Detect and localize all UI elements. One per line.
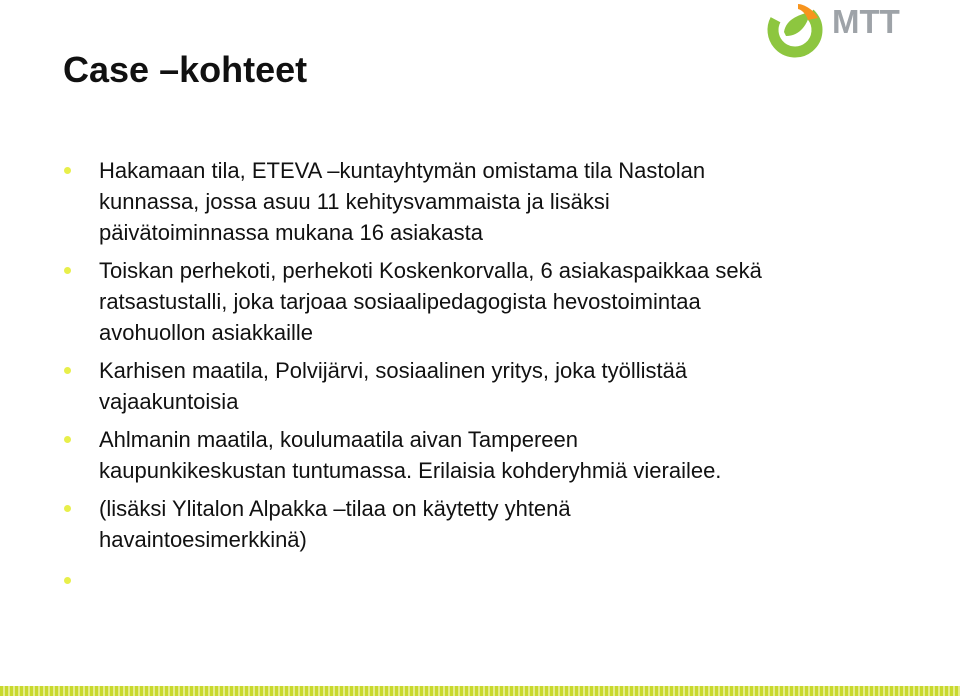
bullet-dot-icon bbox=[64, 577, 71, 584]
bullet-line: Karhisen maatila, Polvijärvi, sosiaalinen yritys, joka työllistää bbox=[99, 358, 688, 383]
bullet-line: kaupunkikeskustan tuntumassa. Erilaisia kohderyhmiä vierailee. bbox=[99, 458, 722, 483]
bullet-item-ylitalo bbox=[0, 493, 960, 555]
mtt-logo bbox=[762, 0, 922, 64]
bullet-dot-icon bbox=[64, 167, 71, 174]
bullet-line: havaintoesimerkkinä) bbox=[99, 527, 307, 552]
bullet-item-empty bbox=[0, 565, 960, 596]
logo-text: MTT bbox=[832, 3, 900, 40]
bullet-item-hakamaa bbox=[0, 155, 960, 248]
bullet-dot-icon bbox=[64, 505, 71, 512]
bullet-item-karhinen bbox=[0, 355, 960, 417]
bullet-line: avohuollon asiakkaille bbox=[99, 320, 314, 345]
bullet-list bbox=[0, 155, 960, 603]
bullet-line: Hakamaan tila, ETEVA –kuntayhtymän omistama tila Nastolan bbox=[99, 158, 706, 183]
bullet-item-ahlman bbox=[0, 424, 960, 486]
bullet-line: ratsastustalli, joka tarjoaa sosiaalipedagogista hevostoimintaa bbox=[99, 289, 701, 314]
leaf-logo-icon bbox=[762, 0, 828, 64]
bullet-dot-icon bbox=[64, 267, 71, 274]
bullet-item-toiska bbox=[0, 255, 960, 348]
footer-bar bbox=[0, 686, 960, 696]
bullet-line: Toiskan perhekoti, perhekoti Koskenkorvalla, 6 asiakaspaikkaa sekä bbox=[99, 258, 762, 283]
bullet-dot-icon bbox=[64, 367, 71, 374]
bullet-line: (lisäksi Ylitalon Alpakka –tilaa on käytetty yhtenä bbox=[99, 496, 571, 521]
bullet-line: kunnassa, jossa asuu 11 kehitysvammaista ja lisäksi bbox=[99, 189, 610, 214]
bullet-line: Ahlmanin maatila, koulumaatila aivan Tampereen bbox=[99, 427, 578, 452]
bullet-line: päivätoiminnassa mukana 16 asiakasta bbox=[99, 220, 484, 245]
bullet-dot-icon bbox=[64, 436, 71, 443]
bullet-line: vajaakuntoisia bbox=[99, 389, 239, 414]
page-title: Case –kohteet bbox=[63, 49, 308, 90]
